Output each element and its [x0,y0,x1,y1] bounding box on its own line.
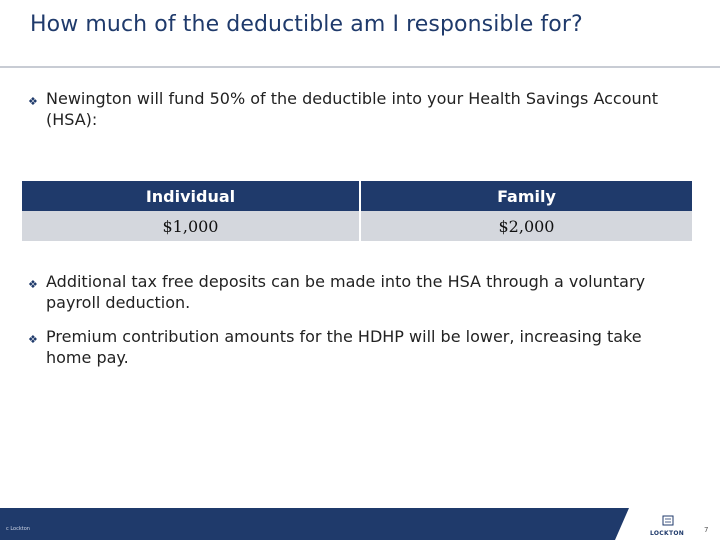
bullet-text: Premium contribution amounts for the HDHP will be lower, increasing take home pay. [46,327,642,367]
page-number: 7 [704,526,709,534]
header-family: Family [360,181,692,211]
deductible-table [22,181,692,241]
logo-wordmark: LOCKTON [650,530,685,537]
bullet-item [28,271,678,313]
diamond-bullet-icon: ❖ [28,95,38,108]
table-header-row [22,181,692,211]
diamond-bullet-icon: ❖ [28,333,38,346]
header-individual: Individual [22,181,360,211]
cell-family-amount: $2,000 [360,211,692,241]
footer-band [0,508,720,540]
page-title: How much of the deductible am I responsible for? [30,12,583,37]
bullet-item [28,326,678,368]
bullet-text: Newington will fund 50% of the deductible into your Health Savings Account (HSA): [46,89,659,129]
bullet-text: Additional tax free deposits can be made into the HSA through a voluntary payroll deduction. [46,272,646,312]
diamond-bullet-icon: ❖ [28,278,38,291]
bullet-item [28,88,678,130]
table-row [22,211,692,241]
footer-copyright: c Lockton [6,526,30,532]
title-divider [0,66,720,68]
cell-individual-amount: $1,000 [22,211,360,241]
